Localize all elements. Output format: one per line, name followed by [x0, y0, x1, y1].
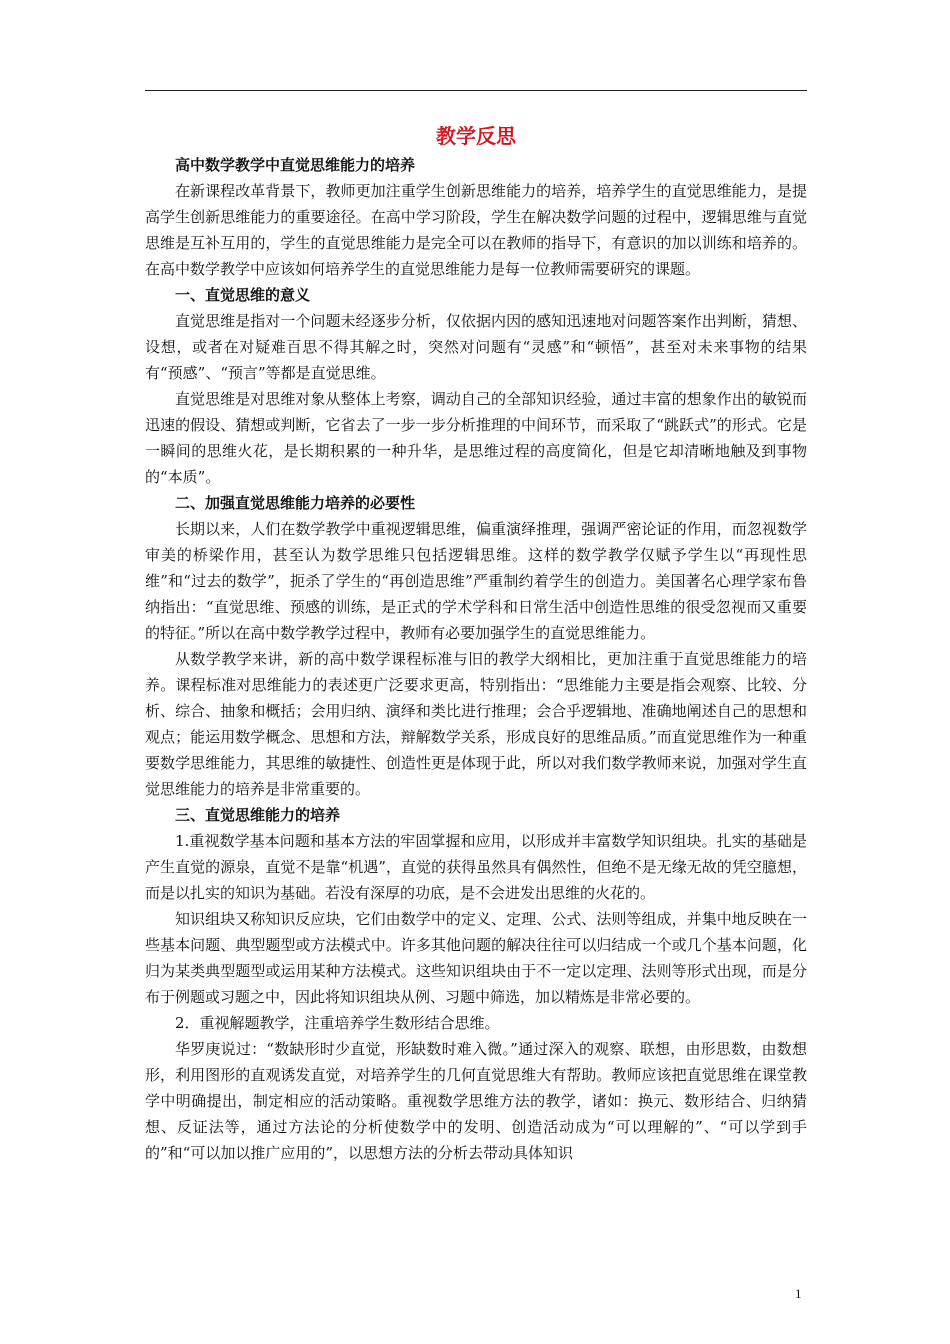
page-number: 1	[795, 1286, 802, 1301]
section-paragraph: 直觉思维是指对一个问题未经逐步分析，仅依据内因的感知迅速地对问题答案作出判断，猜想、设想，或者在对疑难百思不得其解之时，突然对问题有“灵感”和“顿悟”，甚至对未来事物的结果有“预感”、“预言”等都是直觉思维。	[145, 312, 807, 382]
section-paragraph: 长期以来，人们在数学教学中重视逻辑思维，偏重演绎推理，强调严密论证的作用，而忽视数学审美的桥梁作用，甚至认为数学思维只包括逻辑思维。这样的数学教学仅赋予学生以“再现性思维”和“过去的数学”，扼杀了学生的“再创造思维”严重制约着学生的创造力。美国著名心理学家布鲁纳指出：“直觉思维、预感的训练，是正式的学术学科和日常生活中创造性思维的很受忽视而又重要的特征。”所以在高中数学教学过程中，教师有必要加强学生的直觉思维能力。	[145, 520, 807, 642]
section-heading: 三、直觉思维能力的培养	[175, 806, 341, 824]
section-paragraph: 2．重视解题教学，注重培养学生数形结合思维。	[175, 1014, 500, 1032]
page-content	[145, 121, 807, 1166]
section-paragraph: 知识组块又称知识反应块，它们由数学中的定义、定理、公式、法则等组成，并集中地反映在一些基本问题、典型题型或方法模式中。许多其他问题的解决往往可以归结成一个或几个基本问题，化归为某类典型题型或运用某种方法模式。这些知识组块由于不一定以定理、法则等形式出现，而是分布于例题或习题之中，因此将知识组块从例、习题中筛选，加以精炼是非常必要的。	[145, 910, 807, 1006]
section-heading: 二、加强直觉思维能力培养的必要性	[175, 494, 416, 512]
section-paragraph: 1.重视数学基本问题和基本方法的牢固掌握和应用，以形成并丰富数学知识组块。扎实的基础是产生直觉的源泉，直觉不是靠“机遇”，直觉的获得虽然具有偶然性，但绝不是无缘无故的凭空臆想，而是以扎实的知识为基础。若没有深厚的功底，是不会进发出思维的火花的。	[145, 832, 807, 902]
document-subtitle: 高中数学教学中直觉思维能力的培养	[175, 156, 416, 174]
intro-paragraph: 在新课程改革背景下，教师更加注重学生创新思维能力的培养，培养学生的直觉思维能力，是提高学生创新思维能力的重要途径。在高中学习阶段，学生在解决数学问题的过程中，逻辑思维与直觉思维是互补互用的，学生的直觉思维能力是完全可以在教师的指导下，有意识的加以训练和培养的。在高中数学教学中应该如何培养学生的直觉思维能力是每一位教师需要研究的课题。	[145, 182, 807, 278]
section-paragraph: 从数学教学来讲，新的高中数学课程标准与旧的教学大纲相比，更加注重于直觉思维能力的培养。课程标准对思维能力的表述更广泛要求更高，特别指出：“思维能力主要是指会观察、比较、分析、综合、抽象和概括；会用归纳、演绎和类比进行推理；会合乎逻辑地、准确地阐述自己的思想和观点；能运用数学概念、思想和方法，辩解数学关系，形成良好的思维品质。”而直觉思维作为一种重要数学思维能力，其思维的敏捷性、创造性更是体现于此，所以对我们数学教师来说，加强对学生直觉思维能力的培养是非常重要的。	[145, 650, 807, 798]
document-title: 教学反思	[436, 124, 516, 148]
section-paragraph: 华罗庚说过：“数缺形时少直觉，形缺数时难入微。”通过深入的观察、联想，由形思数，由数想形，利用图形的直观诱发直觉，对培养学生的几何直觉思维大有帮助。教师应该把直觉思维在课堂教学中明确提出，制定相应的活动策略。重视数学思维方法的教学，诸如：换元、数形结合、归纳猜想、反证法等，通过方法论的分析使数学中的发明、创造活动成为“可以理解的”、“可以学到手的”和“可以加以推广应用的”，以思想方法的分析去带动具体知识	[145, 1040, 807, 1162]
section-heading: 一、直觉思维的意义	[175, 286, 311, 304]
header-rule	[145, 90, 807, 91]
section-paragraph: 直觉思维是对思维对象从整体上考察，调动自己的全部知识经验，通过丰富的想象作出的敏锐而迅速的假设、猜想或判断，它省去了一步一步分析推理的中间环节，而采取了“跳跃式”的形式。它是一瞬间的思维火花，是长期积累的一种升华，是思维过程的高度简化，但是它却清晰地触及到事物的“本质”。	[145, 390, 807, 486]
